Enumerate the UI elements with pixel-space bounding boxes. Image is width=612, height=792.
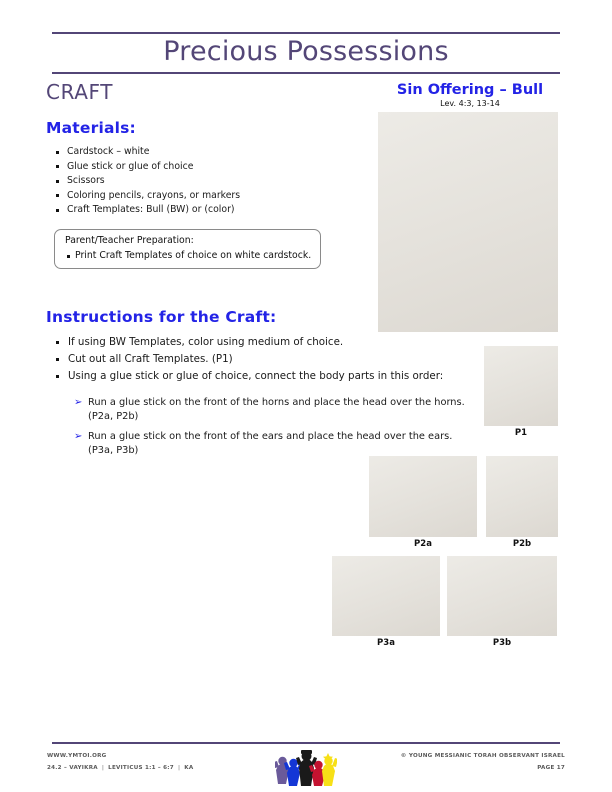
ymtoi-logo-icon — [275, 748, 337, 786]
footer-lesson-meta — [47, 765, 193, 771]
craft-title: Sin Offering – Bull — [396, 82, 544, 98]
photo-backdrop — [369, 456, 477, 537]
footer-copyright: © YOUNG MESSIANIC TORAH OBSERVANT ISRAEL — [400, 753, 565, 759]
photo-finished-bull — [378, 112, 558, 332]
photo-p2a-horns — [369, 456, 477, 537]
list-item — [74, 396, 474, 423]
photo-backdrop — [484, 346, 558, 426]
arrow-bullet-icon: ➢ — [74, 430, 83, 442]
section-label-craft: CRAFT — [46, 80, 114, 104]
preparation-item: Print Craft Templates of choice on white cardstock. — [67, 250, 311, 261]
photo-p3b-head-over-ears — [447, 556, 557, 636]
page-title: Precious Possessions — [163, 36, 449, 67]
list-item: Cut out all Craft Templates. (P1) — [54, 351, 474, 368]
list-item: Using a glue stick or glue of choice, connect the body parts in this order: — [54, 368, 474, 385]
list-item: If using BW Templates, color using medium of choice. — [54, 334, 474, 351]
footer-portion: 24.2 – VAYIKRA — [47, 765, 98, 771]
list-item: Coloring pencils, crayons, or markers — [54, 189, 354, 204]
preparation-title: Parent/Teacher Preparation: — [65, 235, 194, 246]
arrow-bullet-icon: ➢ — [74, 396, 83, 408]
instructions-list — [54, 334, 474, 385]
footer-separator: | — [177, 765, 181, 771]
photo-caption: P2a — [414, 539, 432, 549]
footer-reference: LEVITICUS 1:1 – 6:7 — [108, 765, 174, 771]
photo-caption: P2b — [512, 539, 532, 549]
substep-text: Run a glue stick on the front of the ears and place the head over the ears. (P3a, P3b) — [88, 431, 453, 456]
footer-website-url[interactable]: WWW.YMTOI.ORG — [47, 753, 107, 759]
parent-teacher-preparation-box — [54, 229, 321, 269]
photo-p2b-head-over-horns — [486, 456, 558, 537]
list-item: Scissors — [54, 174, 354, 189]
materials-list — [54, 145, 354, 218]
substep-text: Run a glue stick on the front of the horns and place the head over the horns. (P2a, P2b) — [88, 397, 465, 422]
photo-caption: P3a — [377, 638, 395, 648]
photo-caption: P1 — [514, 428, 528, 438]
craft-scripture-reference: Lev. 4:3, 13-14 — [440, 99, 500, 108]
photo-caption: P3b — [492, 638, 512, 648]
photo-p3a-ears — [332, 556, 440, 636]
photo-p1-cut-templates — [484, 346, 558, 426]
header-rule-bottom — [52, 72, 560, 74]
instructions-substeps — [74, 396, 474, 464]
materials-heading: Materials: — [46, 119, 136, 137]
list-item: Glue stick or glue of choice — [54, 160, 354, 175]
list-item — [74, 430, 474, 457]
photo-backdrop — [486, 456, 558, 537]
footer-rule — [52, 742, 560, 744]
footer-code: KA — [184, 765, 194, 771]
photo-backdrop — [447, 556, 557, 636]
footer-separator: | — [101, 765, 105, 771]
list-item: Cardstock – white — [54, 145, 354, 160]
photo-backdrop — [378, 112, 558, 332]
instructions-heading: Instructions for the Craft: — [46, 308, 277, 326]
photo-backdrop — [332, 556, 440, 636]
footer-page-number: PAGE 17 — [537, 765, 565, 771]
list-item: Craft Templates: Bull (BW) or (color) — [54, 203, 354, 218]
